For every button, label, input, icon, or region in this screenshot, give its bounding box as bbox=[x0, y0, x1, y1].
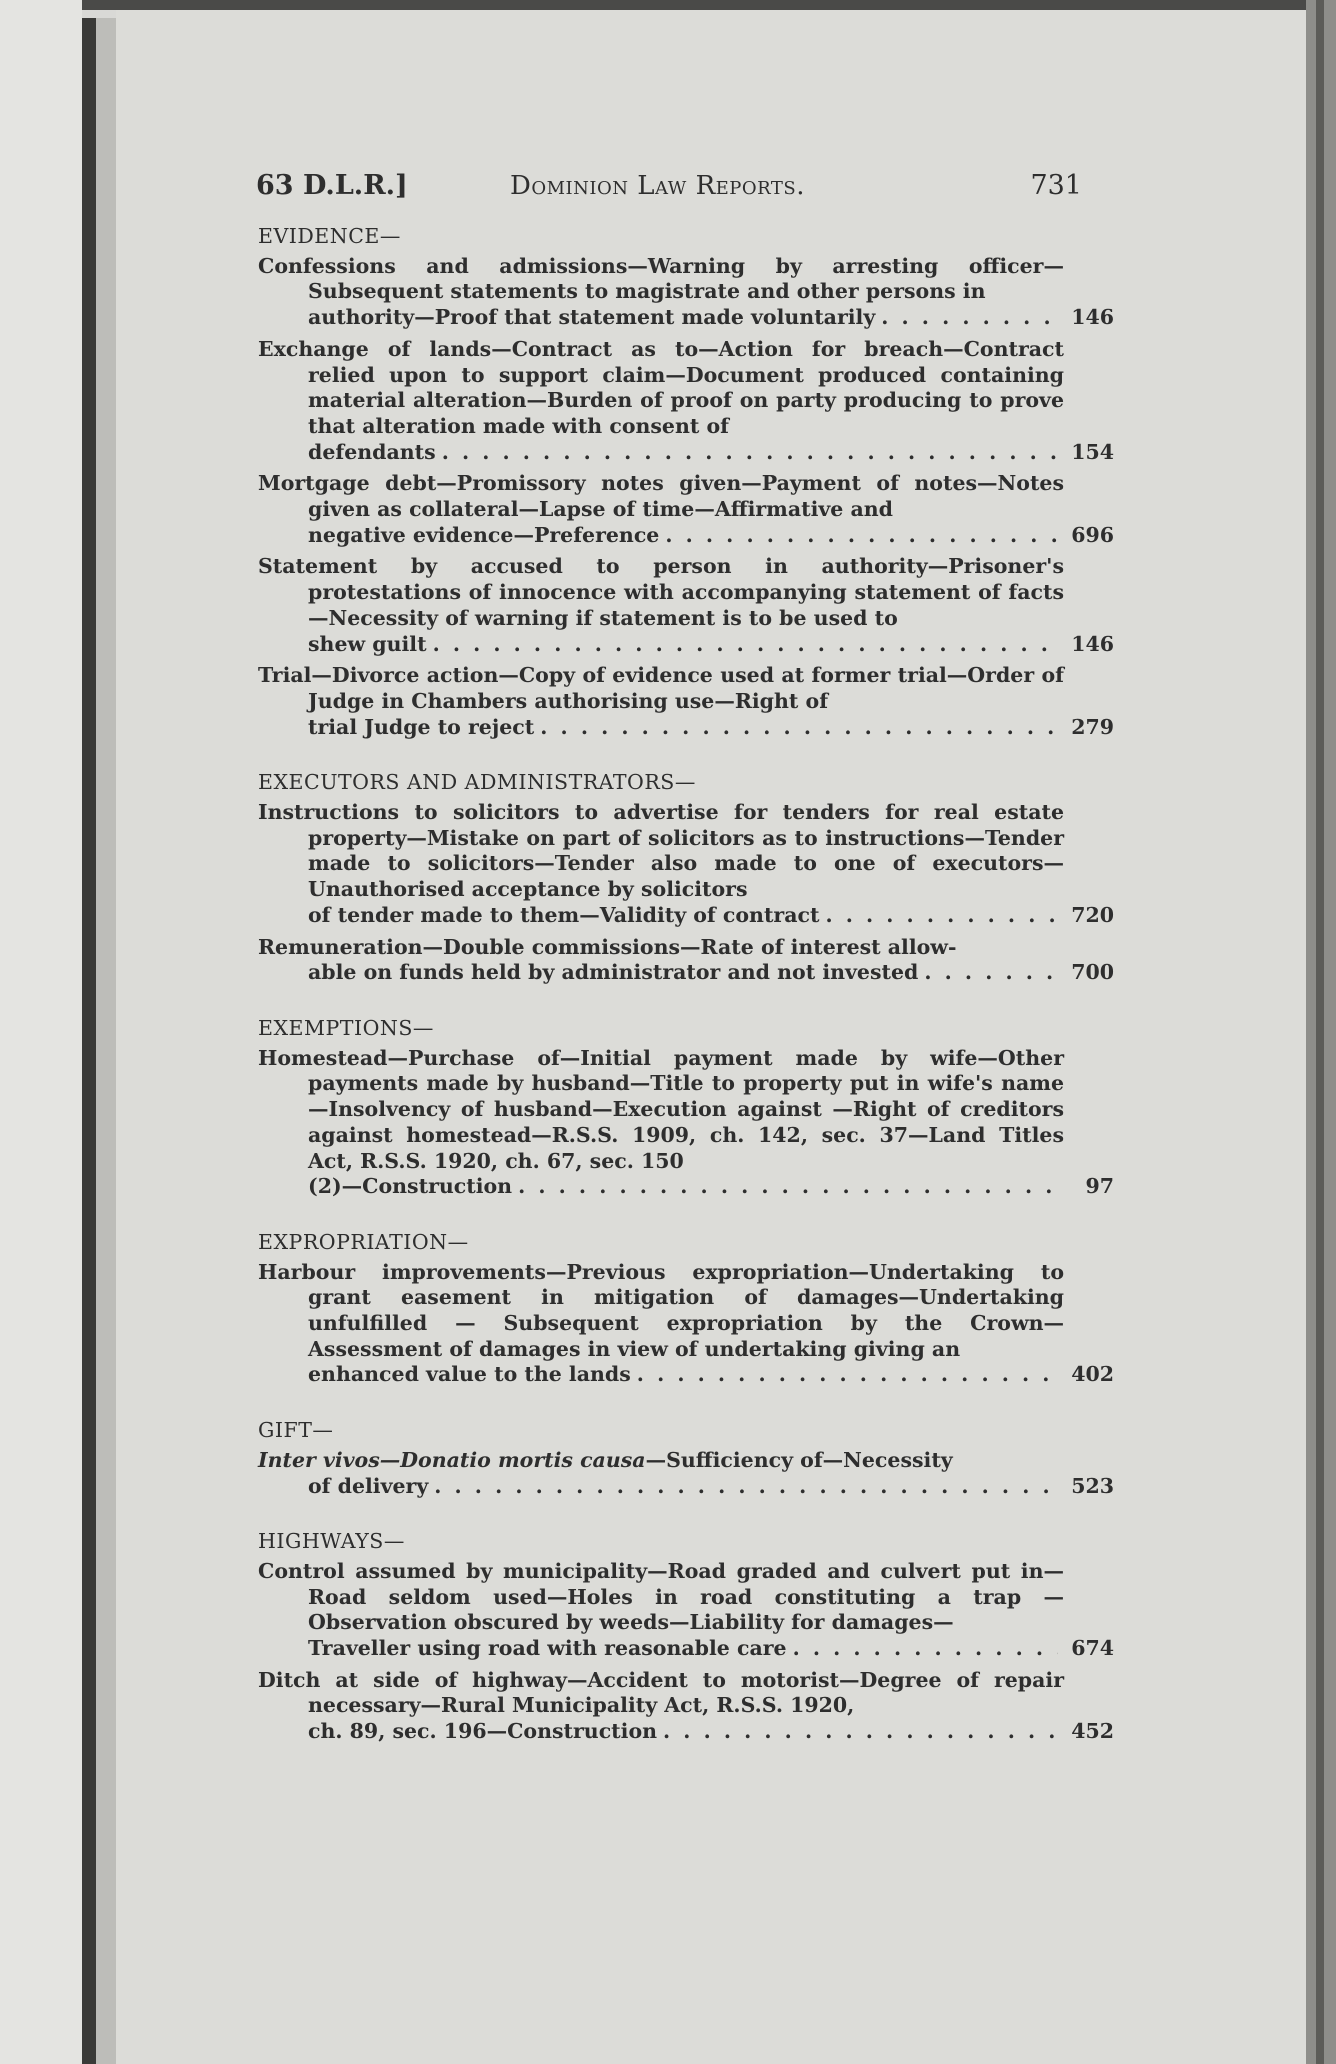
entry-body: Instructions to solicitors to advertise for tenders for real estate property—Mistake on part of solicitors as to instructions—Tender made to solicitors—Tender also made to one of executors—Unauthorised acceptance by solicitors bbox=[258, 800, 1064, 902]
section-heading: EXPROPRIATION— bbox=[258, 1229, 469, 1254]
dot-leader bbox=[434, 1474, 1058, 1500]
entry-last-text: ch. 89, sec. 196—Construction bbox=[308, 1719, 658, 1744]
entry-last-line bbox=[308, 1474, 1064, 1500]
index-entry bbox=[256, 471, 1114, 548]
section-heading: EXEMPTIONS— bbox=[258, 1015, 434, 1040]
entry-last-line bbox=[308, 1719, 1064, 1745]
entry-text bbox=[258, 1667, 1064, 1719]
entry-text bbox=[258, 253, 1064, 305]
index-entry bbox=[256, 1046, 1114, 1200]
entry-body: Trial—Divorce action—Copy of evidence used at former trial—Order of Judge in Chambers authorising use—Right of bbox=[258, 663, 1064, 713]
entry-last-text: able on funds held by administrator and not invested bbox=[308, 960, 919, 985]
entry-last-line bbox=[308, 523, 1064, 549]
dot-leader bbox=[665, 523, 1058, 549]
book-gutter bbox=[96, 18, 116, 2064]
dot-leader bbox=[825, 903, 1058, 929]
entry-body: Exchange of lands—Contract as to—Action for breach—Contract relied upon to support claim—Document produced containing material alteration—Burden of proof on party producing to prove that alteration made with consent of bbox=[258, 336, 1064, 438]
section-heading: EXECUTORS AND ADMINISTRATORS— bbox=[258, 770, 696, 795]
entry-text bbox=[258, 663, 1064, 714]
entry-last-line bbox=[308, 1174, 1064, 1200]
entry-text bbox=[258, 800, 1064, 903]
entry-last-line bbox=[308, 1636, 1064, 1662]
index-entry bbox=[256, 554, 1114, 657]
section-heading: GIFT— bbox=[258, 1418, 334, 1443]
entry-last-line bbox=[308, 960, 1064, 986]
entry-last-text: Traveller using road with reasonable care bbox=[308, 1636, 787, 1661]
index-entry bbox=[256, 935, 1114, 986]
section-heading: EVIDENCE— bbox=[258, 224, 401, 248]
entry-last-text: shew guilt bbox=[308, 631, 427, 656]
entry-page-ref: 97 bbox=[1085, 1174, 1114, 1199]
entry-page-ref: 279 bbox=[1071, 714, 1114, 739]
entry-text bbox=[258, 471, 1064, 522]
entry-last-text: (2)—Construction bbox=[308, 1174, 513, 1199]
index-entry bbox=[256, 1448, 1114, 1499]
entry-text bbox=[258, 934, 1064, 961]
index-section bbox=[256, 1230, 1114, 1388]
dot-leader bbox=[442, 440, 1058, 466]
dot-leader bbox=[540, 715, 1058, 741]
scan-top-edge bbox=[0, 0, 1336, 10]
entry-last-text: trial Judge to reject bbox=[308, 714, 535, 739]
entry-last-line bbox=[308, 1362, 1064, 1388]
scan-margin bbox=[0, 0, 82, 2064]
entry-body: Confessions and admissions—Warning by arresting officer—Subsequent statements to magistrate and other persons in bbox=[258, 253, 1064, 304]
entry-page-ref: 146 bbox=[1071, 631, 1114, 656]
page-edge-shadow bbox=[1316, 0, 1324, 2064]
entry-body: Control assumed by municipality—Road graded and culvert put in—Road seldom used—Holes in road constituting a trap —Observation obscured by weeds—Liability for damages— bbox=[258, 1558, 1064, 1635]
entry-last-text: of delivery bbox=[308, 1473, 429, 1498]
entry-body: Mortgage debt—Promissory notes given—Payment of notes—Notes given as collateral—Lapse of time—Affirmative and bbox=[258, 471, 1064, 522]
entry-body: Harbour improvements—Previous expropriation—Undertaking to grant easement in mitigation of damages—Undertaking unfulfilled — Subsequent expropriation by the Crown—Assessment of damages in view of undertaking giving an bbox=[258, 1259, 1064, 1361]
dot-leader bbox=[881, 305, 1058, 331]
entry-last-line bbox=[308, 305, 1064, 331]
entry-page-ref: 700 bbox=[1071, 960, 1114, 985]
index-entry bbox=[256, 1260, 1114, 1389]
section-heading: HIGHWAYS— bbox=[258, 1529, 405, 1554]
index-entry bbox=[256, 254, 1114, 331]
index-entry bbox=[256, 1668, 1114, 1745]
page-number: 731 bbox=[1030, 170, 1082, 201]
entry-page-ref: 452 bbox=[1071, 1719, 1114, 1744]
index-section bbox=[256, 1529, 1114, 1745]
index-entry bbox=[256, 337, 1114, 466]
entry-last-line bbox=[308, 440, 1064, 466]
entry-last-line bbox=[308, 632, 1064, 658]
entry-text bbox=[258, 336, 1064, 440]
index-section bbox=[256, 224, 1114, 740]
volume-label: 63 D.L.R.] bbox=[256, 170, 408, 201]
dot-leader bbox=[518, 1174, 1058, 1200]
entry-last-text: negative evidence—Preference bbox=[308, 522, 660, 547]
entry-page-ref: 402 bbox=[1071, 1362, 1114, 1387]
entry-page-ref: 720 bbox=[1071, 902, 1114, 927]
entry-body: —Sufficiency of—Necessity bbox=[645, 1447, 953, 1472]
entry-body: Ditch at side of highway—Accident to motorist—Degree of repair necessary—Rural Municipality Act, R.S.S. 1920, bbox=[258, 1667, 1064, 1718]
entry-last-line bbox=[308, 903, 1064, 929]
index-entry bbox=[256, 663, 1114, 740]
entry-last-line bbox=[308, 715, 1064, 741]
entry-text bbox=[258, 1259, 1064, 1363]
book-spine-shadow bbox=[82, 18, 96, 2064]
index-entry bbox=[256, 1559, 1114, 1662]
entry-text bbox=[258, 1447, 1064, 1474]
entry-body: Homestead—Purchase of—Initial payment made by wife—Other payments made by husband—Title to property put in wife's name—Insolvency of husband—Execution against —Right of creditors against homestead—R.S.S. 1909, ch. 142, sec. 37—Land Titles Act, R.S.S. 1920, ch. 67, sec. 150 bbox=[258, 1045, 1064, 1173]
index-section bbox=[256, 1016, 1114, 1200]
dot-leader bbox=[637, 1362, 1058, 1388]
dot-leader bbox=[663, 1719, 1058, 1745]
entry-last-text: defendants bbox=[308, 439, 436, 464]
entry-last-text: enhanced value to the lands bbox=[308, 1362, 631, 1387]
publication-title: Dominion Law Reports. bbox=[510, 171, 805, 201]
dot-leader bbox=[433, 632, 1058, 658]
entry-page-ref: 696 bbox=[1071, 522, 1114, 547]
running-head bbox=[256, 166, 1114, 206]
page-content bbox=[256, 166, 1114, 1775]
dot-leader bbox=[924, 960, 1058, 986]
entry-body: Remuneration—Double commissions—Rate of interest allow- bbox=[258, 934, 957, 959]
entry-page-ref: 146 bbox=[1071, 305, 1114, 330]
entry-text bbox=[258, 1558, 1064, 1636]
index-entry bbox=[256, 800, 1114, 929]
entry-text bbox=[258, 1045, 1064, 1175]
entry-italic-text: Inter vivos—Donatio mortis causa bbox=[258, 1447, 646, 1472]
index-section bbox=[256, 770, 1114, 986]
index-sections bbox=[256, 224, 1114, 1745]
entry-last-text: of tender made to them—Validity of contract bbox=[308, 902, 820, 927]
entry-last-text: authority—Proof that statement made voluntarily bbox=[308, 305, 876, 330]
dot-leader bbox=[793, 1636, 1058, 1662]
entry-page-ref: 674 bbox=[1071, 1636, 1114, 1661]
entry-page-ref: 154 bbox=[1071, 439, 1114, 464]
index-section bbox=[256, 1418, 1114, 1499]
entry-body: Statement by accused to person in authority—Prisoner's protestations of innocence with accompanying statement of facts—Necessity of warning if statement is to be used to bbox=[258, 554, 1064, 630]
entry-text bbox=[258, 554, 1064, 631]
entry-page-ref: 523 bbox=[1071, 1473, 1114, 1498]
